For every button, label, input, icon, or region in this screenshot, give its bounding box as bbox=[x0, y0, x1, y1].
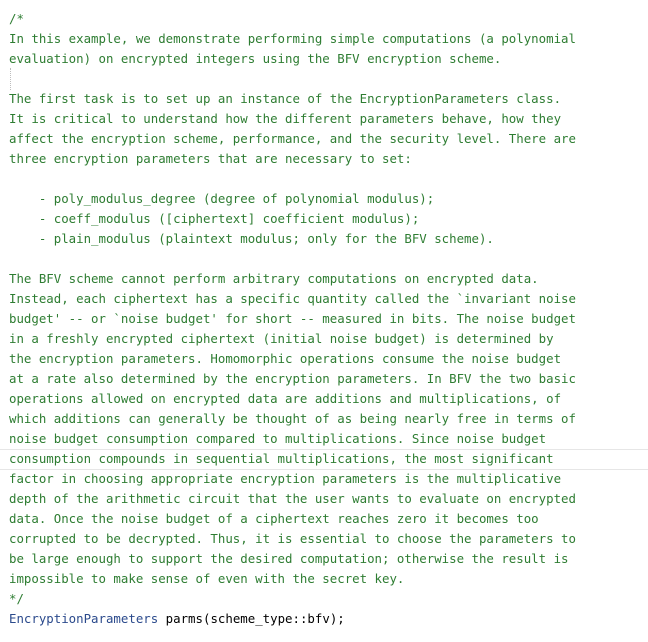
comment-line: impossible to make sense of even with the secret key. bbox=[9, 571, 405, 586]
comment-line: */ bbox=[9, 591, 24, 606]
comment-line: at a rate also determined by the encryption parameters. In BFV the two basic bbox=[9, 371, 576, 386]
comment-line: depth of the arithmetic circuit that the user wants to evaluate on encrypted bbox=[9, 491, 576, 506]
comment-line: - coeff_modulus ([ciphertext] coefficient modulus); bbox=[9, 211, 420, 226]
comment-line: three encryption parameters that are necessary to set: bbox=[9, 151, 412, 166]
comment-line: in a freshly encrypted ciphertext (initial noise budget) is determined by bbox=[9, 331, 554, 346]
comment-line: be large enough to support the desired computation; otherwise the result is bbox=[9, 551, 569, 566]
comment-line: the encryption parameters. Homomorphic operations consume the noise budget bbox=[9, 351, 562, 366]
comment-line: In this example, we demonstrate performing simple computations (a polynomial bbox=[9, 31, 576, 46]
code-line[interactable] bbox=[9, 609, 345, 629]
indent-guide bbox=[10, 68, 11, 90]
comment-line: data. Once the noise budget of a ciphertext reaches zero it becomes too bbox=[9, 511, 539, 526]
open-paren: ( bbox=[202, 611, 211, 626]
comment-line: It is critical to understand how the different parameters behave, how they bbox=[9, 111, 562, 126]
comment-line: which additions can generally be thought of as being nearly free in terms of bbox=[9, 411, 576, 426]
comment-line: - poly_modulus_degree (degree of polynomial modulus); bbox=[9, 191, 435, 206]
comment-line: affect the encryption scheme, performance, and the security level. There are bbox=[9, 131, 576, 146]
statement-end: ); bbox=[329, 611, 345, 626]
comment-line: - plain_modulus (plaintext modulus; only for the BFV scheme). bbox=[9, 231, 494, 246]
type-name: EncryptionParameters bbox=[9, 611, 159, 626]
comment-line: budget' -- or `noise budget' for short -- measured in bits. The noise budget bbox=[9, 311, 576, 326]
comment-line: The BFV scheme cannot perform arbitrary computations on encrypted data. bbox=[9, 271, 539, 286]
comment-line: noise budget consumption compared to multiplications. Since noise budget bbox=[9, 431, 547, 446]
constructor-argument: scheme_type::bfv bbox=[210, 611, 330, 626]
comment-line: corrupted to be decrypted. Thus, it is essential to choose the parameters to bbox=[9, 531, 576, 546]
variable-name: parms bbox=[165, 611, 203, 626]
comment-line: The first task is to set up an instance of the EncryptionParameters class. bbox=[9, 91, 562, 106]
comment-line: /* bbox=[9, 11, 24, 26]
comment-line: Instead, each ciphertext has a specific quantity called the `invariant noise bbox=[9, 291, 576, 306]
comment-line: operations allowed on encrypted data are additions and multiplications, of bbox=[9, 391, 562, 406]
comment-line: evaluation) on encrypted integers using the BFV encryption scheme. bbox=[9, 51, 502, 66]
comment-line: factor in choosing appropriate encryption parameters is the multiplicative bbox=[9, 471, 562, 486]
comment-line: consumption compounds in sequential multiplications, the most significant bbox=[9, 451, 554, 466]
